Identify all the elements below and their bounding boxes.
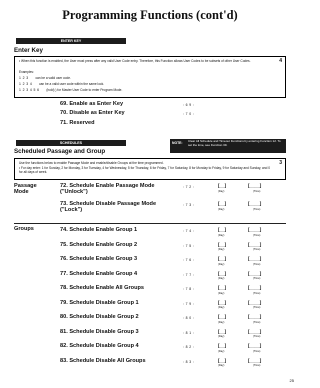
day-caption: (Day) bbox=[218, 262, 225, 266]
day-caption: (Day) bbox=[218, 335, 225, 338]
day-field: [__] bbox=[218, 201, 227, 206]
day-caption: (Day) bbox=[218, 190, 225, 193]
group-function-label: 76. Schedule Enable Group 3 bbox=[60, 256, 138, 262]
group-function-label: 79. Schedule Disable Group 1 bbox=[60, 299, 139, 306]
function-70-label: 70. Disable as Enter Key bbox=[60, 110, 125, 116]
day-field: [__] bbox=[218, 343, 227, 348]
schedules-bullet bbox=[19, 166, 274, 174]
enter-key-bullet bbox=[19, 59, 264, 63]
group-function-label: 77. Schedule Enable Group 4 bbox=[60, 270, 138, 277]
example-row bbox=[19, 88, 122, 92]
time-field: [____] bbox=[248, 314, 262, 319]
time-field: [____] bbox=[248, 270, 262, 276]
schedules-info-box bbox=[14, 158, 286, 180]
example-row bbox=[19, 82, 104, 86]
function-70-code: : 7 0 : bbox=[183, 112, 195, 116]
example-text: can be a valid user code. bbox=[35, 76, 71, 80]
function-72-label: 72. Schedule Enable Passage Mode ("Unlock") bbox=[60, 183, 155, 196]
enter-key-heading: Enter Key bbox=[14, 47, 43, 54]
group-function-label: 78. Schedule Enable All Groups bbox=[60, 285, 145, 291]
function-69-label: 69. Enable as Enter Key bbox=[60, 101, 124, 107]
time-caption: (Time) bbox=[253, 291, 261, 295]
time-field: [____] bbox=[248, 343, 262, 348]
note-number: 3 bbox=[279, 160, 282, 166]
time-field: [____] bbox=[248, 299, 262, 305]
group-function-label: 83. Schedule Disable All Groups bbox=[60, 357, 146, 364]
group-function-code: : 8 2 : bbox=[183, 345, 195, 349]
group-function-code: : 7 4 : bbox=[183, 229, 195, 233]
note-text: Clear All Schedule and Timeout Functions by entering Function 12. To set the time, see Function 39. bbox=[188, 139, 281, 147]
time-caption: (Time) bbox=[253, 190, 261, 193]
group-function-code: : 7 8 : bbox=[183, 287, 195, 291]
group-function-code: : 7 9 : bbox=[183, 301, 195, 306]
function-73-code: : 7 3 : bbox=[183, 203, 195, 207]
page-number: 25 bbox=[289, 378, 294, 383]
day-field: [__] bbox=[218, 314, 227, 319]
page-title: Programming Functions (cont'd) bbox=[62, 8, 238, 22]
enter-key-bullet-text: When this function is enabled, the User must press after any valid User Code entry. Therefore, this Function allows User Codes to be subsets of other User Codes. bbox=[21, 59, 251, 63]
time-caption: (Time) bbox=[253, 262, 261, 266]
note-number: 4 bbox=[279, 58, 282, 64]
group-label-groups: Groups bbox=[14, 226, 34, 232]
function-71-label: 71. Reserved bbox=[60, 120, 95, 126]
day-caption: (Day) bbox=[218, 291, 225, 295]
day-caption: (Day) bbox=[218, 248, 225, 251]
function-73-label: 73. Schedule Disable Passage Mode ("Lock") bbox=[60, 201, 157, 214]
day-caption: (Day) bbox=[218, 306, 225, 309]
day-caption: (Day) bbox=[218, 233, 225, 237]
example-codes: 1 2 3 bbox=[19, 76, 29, 80]
group-function-code: : 8 1 : bbox=[183, 330, 195, 335]
group-function-code: : 8 0 : bbox=[183, 316, 195, 320]
section-divider bbox=[14, 223, 286, 224]
schedules-bullet-text: For day enter: 1 for Sunday, 2 for Monday, 3 for Tuesday, 4 for Wednesday, 5 for Thursday, 6 for Friday, 7 for Saturday, 8 for Monday to Friday, 9 for Saturday and Sunday, and 0 for all days of week. bbox=[19, 165, 270, 174]
day-field: [__] bbox=[218, 299, 227, 305]
function-69-code: : 6 9 : bbox=[183, 103, 195, 107]
time-caption: (Time) bbox=[253, 277, 261, 280]
schedules-heading: Scheduled Passage and Group bbox=[14, 148, 106, 155]
group-function-code: : 7 7 : bbox=[183, 272, 195, 277]
group-function-label: 82. Schedule Disable Group 4 bbox=[60, 343, 139, 349]
time-caption: (Time) bbox=[253, 208, 261, 211]
time-field: [____] bbox=[248, 201, 262, 206]
day-caption: (Day) bbox=[218, 349, 225, 353]
day-field: [__] bbox=[218, 256, 227, 261]
schedules-banner: SCHEDULES bbox=[16, 140, 126, 146]
example-text: can be a valid user code within the same lock. bbox=[39, 82, 105, 86]
group-function-code: : 7 6 : bbox=[183, 258, 195, 262]
day-field: [__] bbox=[218, 227, 227, 232]
day-field: [__] bbox=[218, 328, 227, 334]
group-function-code: : 8 3 : bbox=[183, 359, 195, 364]
group-function-label: 74. Schedule Enable Group 1 bbox=[60, 227, 138, 233]
time-field: [____] bbox=[248, 183, 262, 188]
day-caption: (Day) bbox=[218, 320, 225, 324]
group-function-label: 75. Schedule Enable Group 2 bbox=[60, 241, 138, 248]
time-field: [____] bbox=[248, 241, 262, 247]
function-72-code: : 7 2 : bbox=[183, 185, 195, 189]
time-field: [____] bbox=[248, 227, 262, 232]
day-caption: (Day) bbox=[218, 277, 225, 280]
example-text: (hold) ) for Master User Code to enter Program Mode. bbox=[46, 88, 123, 92]
time-field: [____] bbox=[248, 285, 262, 290]
group-label-passage: Passage Mode bbox=[14, 183, 37, 196]
day-field: [__] bbox=[218, 183, 227, 188]
examples-label: Examples: bbox=[19, 70, 34, 74]
bullet-icon: • bbox=[19, 59, 22, 63]
schedules-intro: Use the functions below to enable Passage Mode and enable/disable Groups at the time programmed. bbox=[19, 160, 164, 165]
time-caption: (Time) bbox=[253, 335, 261, 338]
example-codes: 1 2 3 4 bbox=[19, 82, 33, 86]
day-caption: (Day) bbox=[218, 208, 225, 211]
enter-key-banner: ENTER KEY bbox=[16, 38, 126, 44]
time-caption: (Time) bbox=[253, 248, 261, 251]
example-codes: 1 2 3 4 5 6 bbox=[19, 88, 40, 92]
day-field: [__] bbox=[218, 285, 227, 290]
time-caption: (Time) bbox=[253, 320, 261, 324]
group-function-label: 81. Schedule Disable Group 3 bbox=[60, 328, 139, 335]
time-field: [____] bbox=[248, 328, 262, 334]
time-caption: (Time) bbox=[253, 306, 261, 309]
day-field: [__] bbox=[218, 357, 227, 363]
time-caption: (Time) bbox=[253, 349, 261, 353]
schedule-note-box bbox=[170, 139, 286, 153]
note-label: NOTE: bbox=[172, 141, 183, 145]
enter-key-note-box bbox=[14, 56, 286, 98]
day-caption: (Day) bbox=[218, 364, 225, 367]
time-field: [____] bbox=[248, 256, 262, 261]
bullet-icon: • bbox=[19, 165, 22, 170]
group-function-label: 80. Schedule Disable Group 2 bbox=[60, 314, 139, 320]
time-caption: (Time) bbox=[253, 233, 261, 237]
group-function-code: : 7 5 : bbox=[183, 243, 195, 248]
example-row bbox=[19, 76, 71, 80]
day-field: [__] bbox=[218, 241, 227, 247]
time-field: [____] bbox=[248, 357, 262, 363]
time-caption: (Time) bbox=[253, 364, 261, 367]
day-field: [__] bbox=[218, 270, 227, 276]
